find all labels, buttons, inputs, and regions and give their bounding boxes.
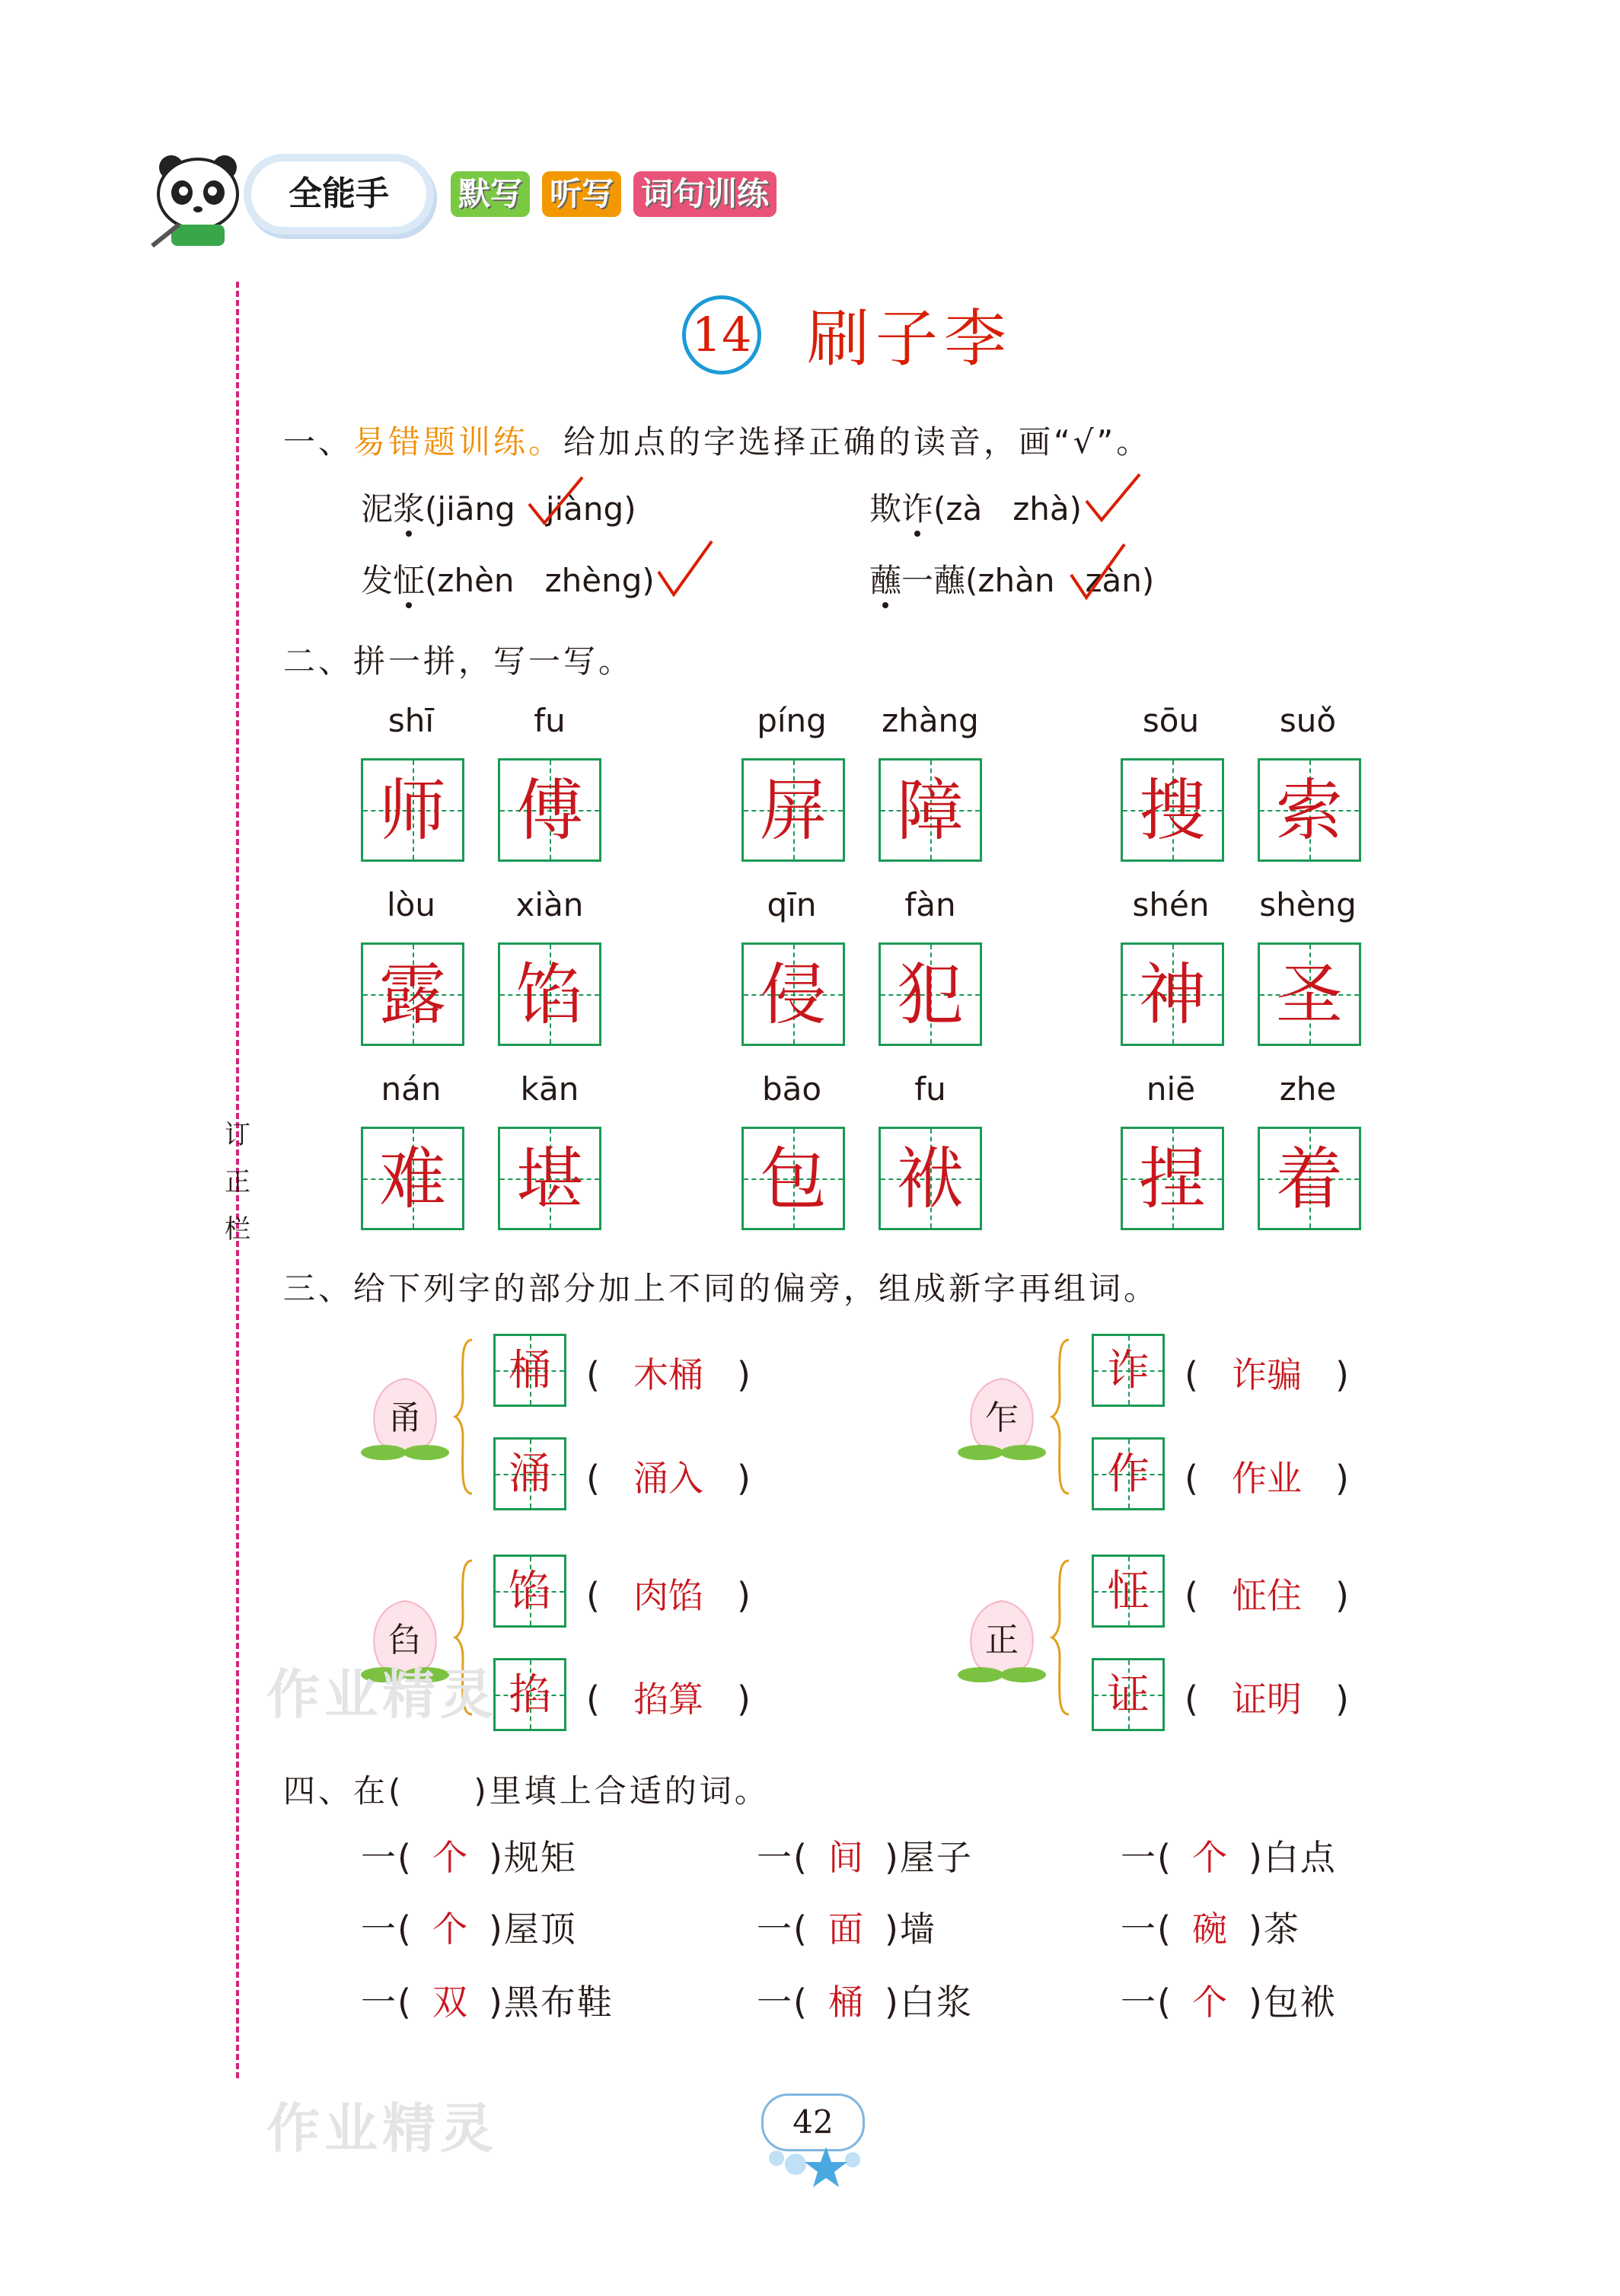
tianzige-box[interactable] — [361, 758, 464, 862]
new-char-box[interactable] — [493, 1555, 566, 1628]
pinyin-option[interactable]: (zà — [933, 490, 983, 528]
new-char: 掐 — [509, 1670, 551, 1720]
new-char: 诈 — [1107, 1346, 1150, 1395]
margin-char: 订 — [225, 1120, 250, 1150]
lesson-title: 刷子李 — [807, 303, 1013, 375]
word-answer: ( 作业 ) — [1185, 1451, 1349, 1501]
check-mark-icon — [1067, 541, 1128, 601]
pinyin-label: shèng — [1259, 886, 1357, 923]
star-decoration-icon — [754, 2143, 883, 2189]
measure-word-item: 一( 桶 )白浆 — [757, 1975, 973, 2025]
answer-word: 怔住 — [1231, 1575, 1302, 1616]
new-char-box[interactable] — [493, 1658, 566, 1731]
tianzige-box[interactable] — [1121, 1127, 1224, 1230]
word-char: 一蘸 — [901, 562, 966, 599]
measure-word-item: 一( 间 )屋子 — [757, 1830, 973, 1880]
slogan-chip-2: 听写 — [542, 171, 621, 217]
section1-highlight: 易错题训练。 — [353, 423, 564, 461]
measure-word-item: 一( 个 )包袱 — [1121, 1975, 1337, 2025]
new-char-box[interactable] — [1092, 1437, 1165, 1510]
pinyin-label: nán — [381, 1070, 442, 1108]
tianzige-box[interactable] — [879, 1127, 982, 1230]
lesson-number-badge: 14 — [682, 295, 761, 375]
root-char: 乍 — [985, 1398, 1019, 1437]
pronunciation-item-2 — [869, 484, 1082, 530]
pronunciation-item-3 — [361, 556, 655, 601]
page-number: 42 — [761, 2094, 865, 2151]
word-answer: ( 掐算 ) — [586, 1672, 751, 1722]
tianzige-box[interactable] — [1121, 758, 1224, 862]
noun: 白浆 — [899, 1982, 973, 2023]
written-char: 障 — [896, 771, 964, 850]
tianzige-box[interactable] — [498, 1127, 601, 1230]
measure-word-item: 一( 双 )黑布鞋 — [361, 1975, 614, 2025]
written-char: 露 — [378, 955, 446, 1034]
pinyin-label: zhàng — [882, 702, 979, 739]
tianzige-box[interactable] — [879, 942, 982, 1046]
dotted-char: 蘸 — [869, 562, 902, 599]
measure-word-item: 一( 个 )屋顶 — [361, 1902, 577, 1952]
watermark-text: 作业精灵 — [266, 1663, 498, 1726]
measure-word-item: 一( 面 )墙 — [757, 1902, 936, 1952]
word-answer: ( 怔住 ) — [1185, 1568, 1349, 1618]
measure-answer[interactable]: 个 — [1191, 1837, 1229, 1878]
pinyin-option[interactable]: (zhàn — [965, 562, 1055, 599]
pinyin-label: suǒ — [1279, 702, 1337, 739]
written-char: 侵 — [759, 955, 827, 1034]
new-char: 桶 — [509, 1346, 551, 1395]
written-char: 傅 — [515, 771, 583, 850]
brace-icon — [452, 1337, 475, 1497]
pinyin-label: bāo — [761, 1070, 822, 1108]
measure-word-item: 一( 碗 )茶 — [1121, 1902, 1300, 1952]
new-char: 馅 — [509, 1567, 551, 1616]
check-mark-icon — [525, 474, 586, 527]
noun: 屋顶 — [503, 1909, 577, 1950]
pinyin-label: xiàn — [515, 886, 584, 923]
pinyin-label: sōu — [1142, 702, 1200, 739]
word-char: 发 — [361, 562, 394, 599]
noun: 白点 — [1263, 1837, 1337, 1878]
answer-word: 木桶 — [633, 1354, 703, 1395]
brand-title: 全能手 — [251, 161, 426, 227]
pinyin-option[interactable]: zàn) — [1085, 562, 1155, 599]
section2-heading: 二、拼一拼，写一写。 — [283, 643, 634, 680]
new-char-box[interactable] — [1092, 1555, 1165, 1628]
dotted-char: 诈 — [901, 490, 934, 528]
written-char: 包 — [759, 1140, 827, 1218]
written-char: 馅 — [515, 955, 583, 1034]
check-mark-icon — [655, 537, 716, 598]
section1-heading — [283, 417, 1151, 463]
noun: 包袱 — [1263, 1982, 1337, 2023]
section1-number: 一、 — [283, 423, 354, 461]
measure-answer[interactable]: 面 — [828, 1909, 865, 1950]
pinyin-label: zhe — [1279, 1070, 1337, 1108]
brace-icon — [1049, 1558, 1072, 1717]
measure-answer[interactable]: 碗 — [1191, 1909, 1229, 1950]
written-char: 捏 — [1138, 1140, 1206, 1218]
written-char: 犯 — [896, 955, 964, 1034]
slogan-chip-3: 词句训练 — [633, 171, 777, 217]
measure-answer[interactable]: 个 — [1191, 1982, 1229, 2023]
written-char: 搜 — [1138, 771, 1206, 850]
pinyin-label: shén — [1132, 886, 1210, 923]
margin-char: 正 — [225, 1167, 250, 1197]
tianzige-box[interactable] — [741, 758, 845, 862]
measure-answer[interactable]: 个 — [432, 1909, 469, 1950]
tianzige-box[interactable] — [1258, 758, 1361, 862]
written-char: 着 — [1275, 1140, 1343, 1218]
new-char-box[interactable] — [493, 1334, 566, 1407]
pinyin-label: lòu — [387, 886, 435, 923]
pinyin-option[interactable]: zhà) — [1012, 490, 1083, 528]
word-char: 欺 — [869, 490, 902, 528]
slogan-chip-1: 默写 — [451, 171, 530, 217]
word-char: 泥 — [361, 490, 394, 528]
section3-heading: 三、给下列字的部分加上不同的偏旁，组成新字再组词。 — [283, 1270, 1159, 1307]
noun: 茶 — [1263, 1909, 1300, 1950]
noun: 黑布鞋 — [503, 1982, 614, 2023]
word-answer: ( 诈骗 ) — [1185, 1347, 1349, 1398]
noun: 规矩 — [503, 1837, 577, 1878]
pinyin-label: fàn — [904, 886, 956, 923]
measure-answer[interactable]: 间 — [828, 1837, 865, 1878]
tianzige-box[interactable] — [741, 942, 845, 1046]
answer-word: 肉馅 — [633, 1575, 703, 1616]
written-char: 屏 — [759, 771, 827, 850]
pronunciation-item-1 — [361, 484, 636, 530]
new-char: 怔 — [1107, 1567, 1150, 1616]
brace-icon — [1049, 1337, 1072, 1497]
measure-word-item: 一( 个 )规矩 — [361, 1830, 577, 1880]
root-char: 甬 — [388, 1398, 422, 1437]
new-char: 证 — [1107, 1670, 1150, 1720]
dotted-char: 怔 — [393, 562, 426, 599]
written-char: 神 — [1138, 955, 1206, 1034]
pinyin-label: niē — [1146, 1070, 1196, 1108]
tianzige-box[interactable] — [879, 758, 982, 862]
pinyin-option[interactable]: jiàng) — [545, 490, 636, 528]
answer-word: 诈骗 — [1231, 1354, 1302, 1395]
new-char-box[interactable] — [1092, 1658, 1165, 1731]
answer-word: 证明 — [1231, 1679, 1302, 1720]
word-answer: ( 肉馅 ) — [586, 1568, 751, 1618]
pinyin-label: kān — [520, 1070, 579, 1108]
tianzige-box[interactable] — [1258, 1127, 1361, 1230]
answer-word: 掐算 — [633, 1679, 703, 1720]
tianzige-box[interactable] — [498, 942, 601, 1046]
noun: 屋子 — [899, 1837, 973, 1878]
written-char: 圣 — [1275, 955, 1343, 1034]
written-char: 难 — [378, 1140, 446, 1218]
measure-answer[interactable]: 桶 — [828, 1982, 865, 2023]
margin-char: 栏 — [225, 1214, 250, 1245]
tianzige-box[interactable] — [1258, 942, 1361, 1046]
panda-mascot-icon — [148, 148, 263, 247]
section1-instruction: 给加点的字选择正确的读音，画“√”。 — [563, 423, 1152, 461]
written-char: 堪 — [515, 1140, 583, 1218]
dotted-char: 浆 — [393, 490, 426, 528]
answer-word: 涌入 — [633, 1458, 703, 1499]
word-answer: ( 证明 ) — [1185, 1672, 1349, 1722]
check-mark-icon — [1083, 470, 1143, 524]
pinyin-label: shī — [387, 702, 435, 739]
tianzige-box[interactable] — [361, 1127, 464, 1230]
written-char: 师 — [378, 771, 446, 850]
word-answer: ( 涌入 ) — [586, 1451, 751, 1501]
tianzige-box[interactable] — [741, 1127, 845, 1230]
root-char: 臽 — [388, 1621, 422, 1660]
pinyin-label: píng — [757, 702, 827, 739]
measure-answer[interactable]: 双 — [432, 1982, 469, 2023]
pinyin-label: fu — [534, 702, 566, 739]
new-char-box[interactable] — [493, 1437, 566, 1510]
word-answer: ( 木桶 ) — [586, 1347, 751, 1398]
noun: 墙 — [899, 1909, 936, 1950]
correction-column-label — [222, 1111, 253, 1253]
new-char: 作 — [1107, 1449, 1150, 1499]
pinyin-option[interactable]: (zhèn — [425, 562, 515, 599]
pinyin-label: fu — [914, 1070, 946, 1108]
new-char: 涌 — [509, 1449, 551, 1499]
measure-word-item: 一( 个 )白点 — [1121, 1830, 1337, 1880]
pinyin-option[interactable]: zhèng) — [544, 562, 655, 599]
measure-answer[interactable]: 个 — [432, 1837, 469, 1878]
watermark-text: 作业精灵 — [266, 2097, 498, 2160]
tianzige-box[interactable] — [1121, 942, 1224, 1046]
tianzige-box[interactable] — [361, 942, 464, 1046]
tianzige-box[interactable] — [498, 758, 601, 862]
answer-word: 作业 — [1231, 1458, 1302, 1499]
written-char: 袱 — [896, 1140, 964, 1218]
pinyin-label: qīn — [767, 886, 817, 923]
section4-heading: 四、在( )里填上合适的词。 — [283, 1772, 770, 1810]
root-char: 正 — [985, 1621, 1019, 1660]
written-char: 索 — [1275, 771, 1343, 850]
pinyin-option[interactable]: (jiāng — [425, 490, 515, 528]
new-char-box[interactable] — [1092, 1334, 1165, 1407]
